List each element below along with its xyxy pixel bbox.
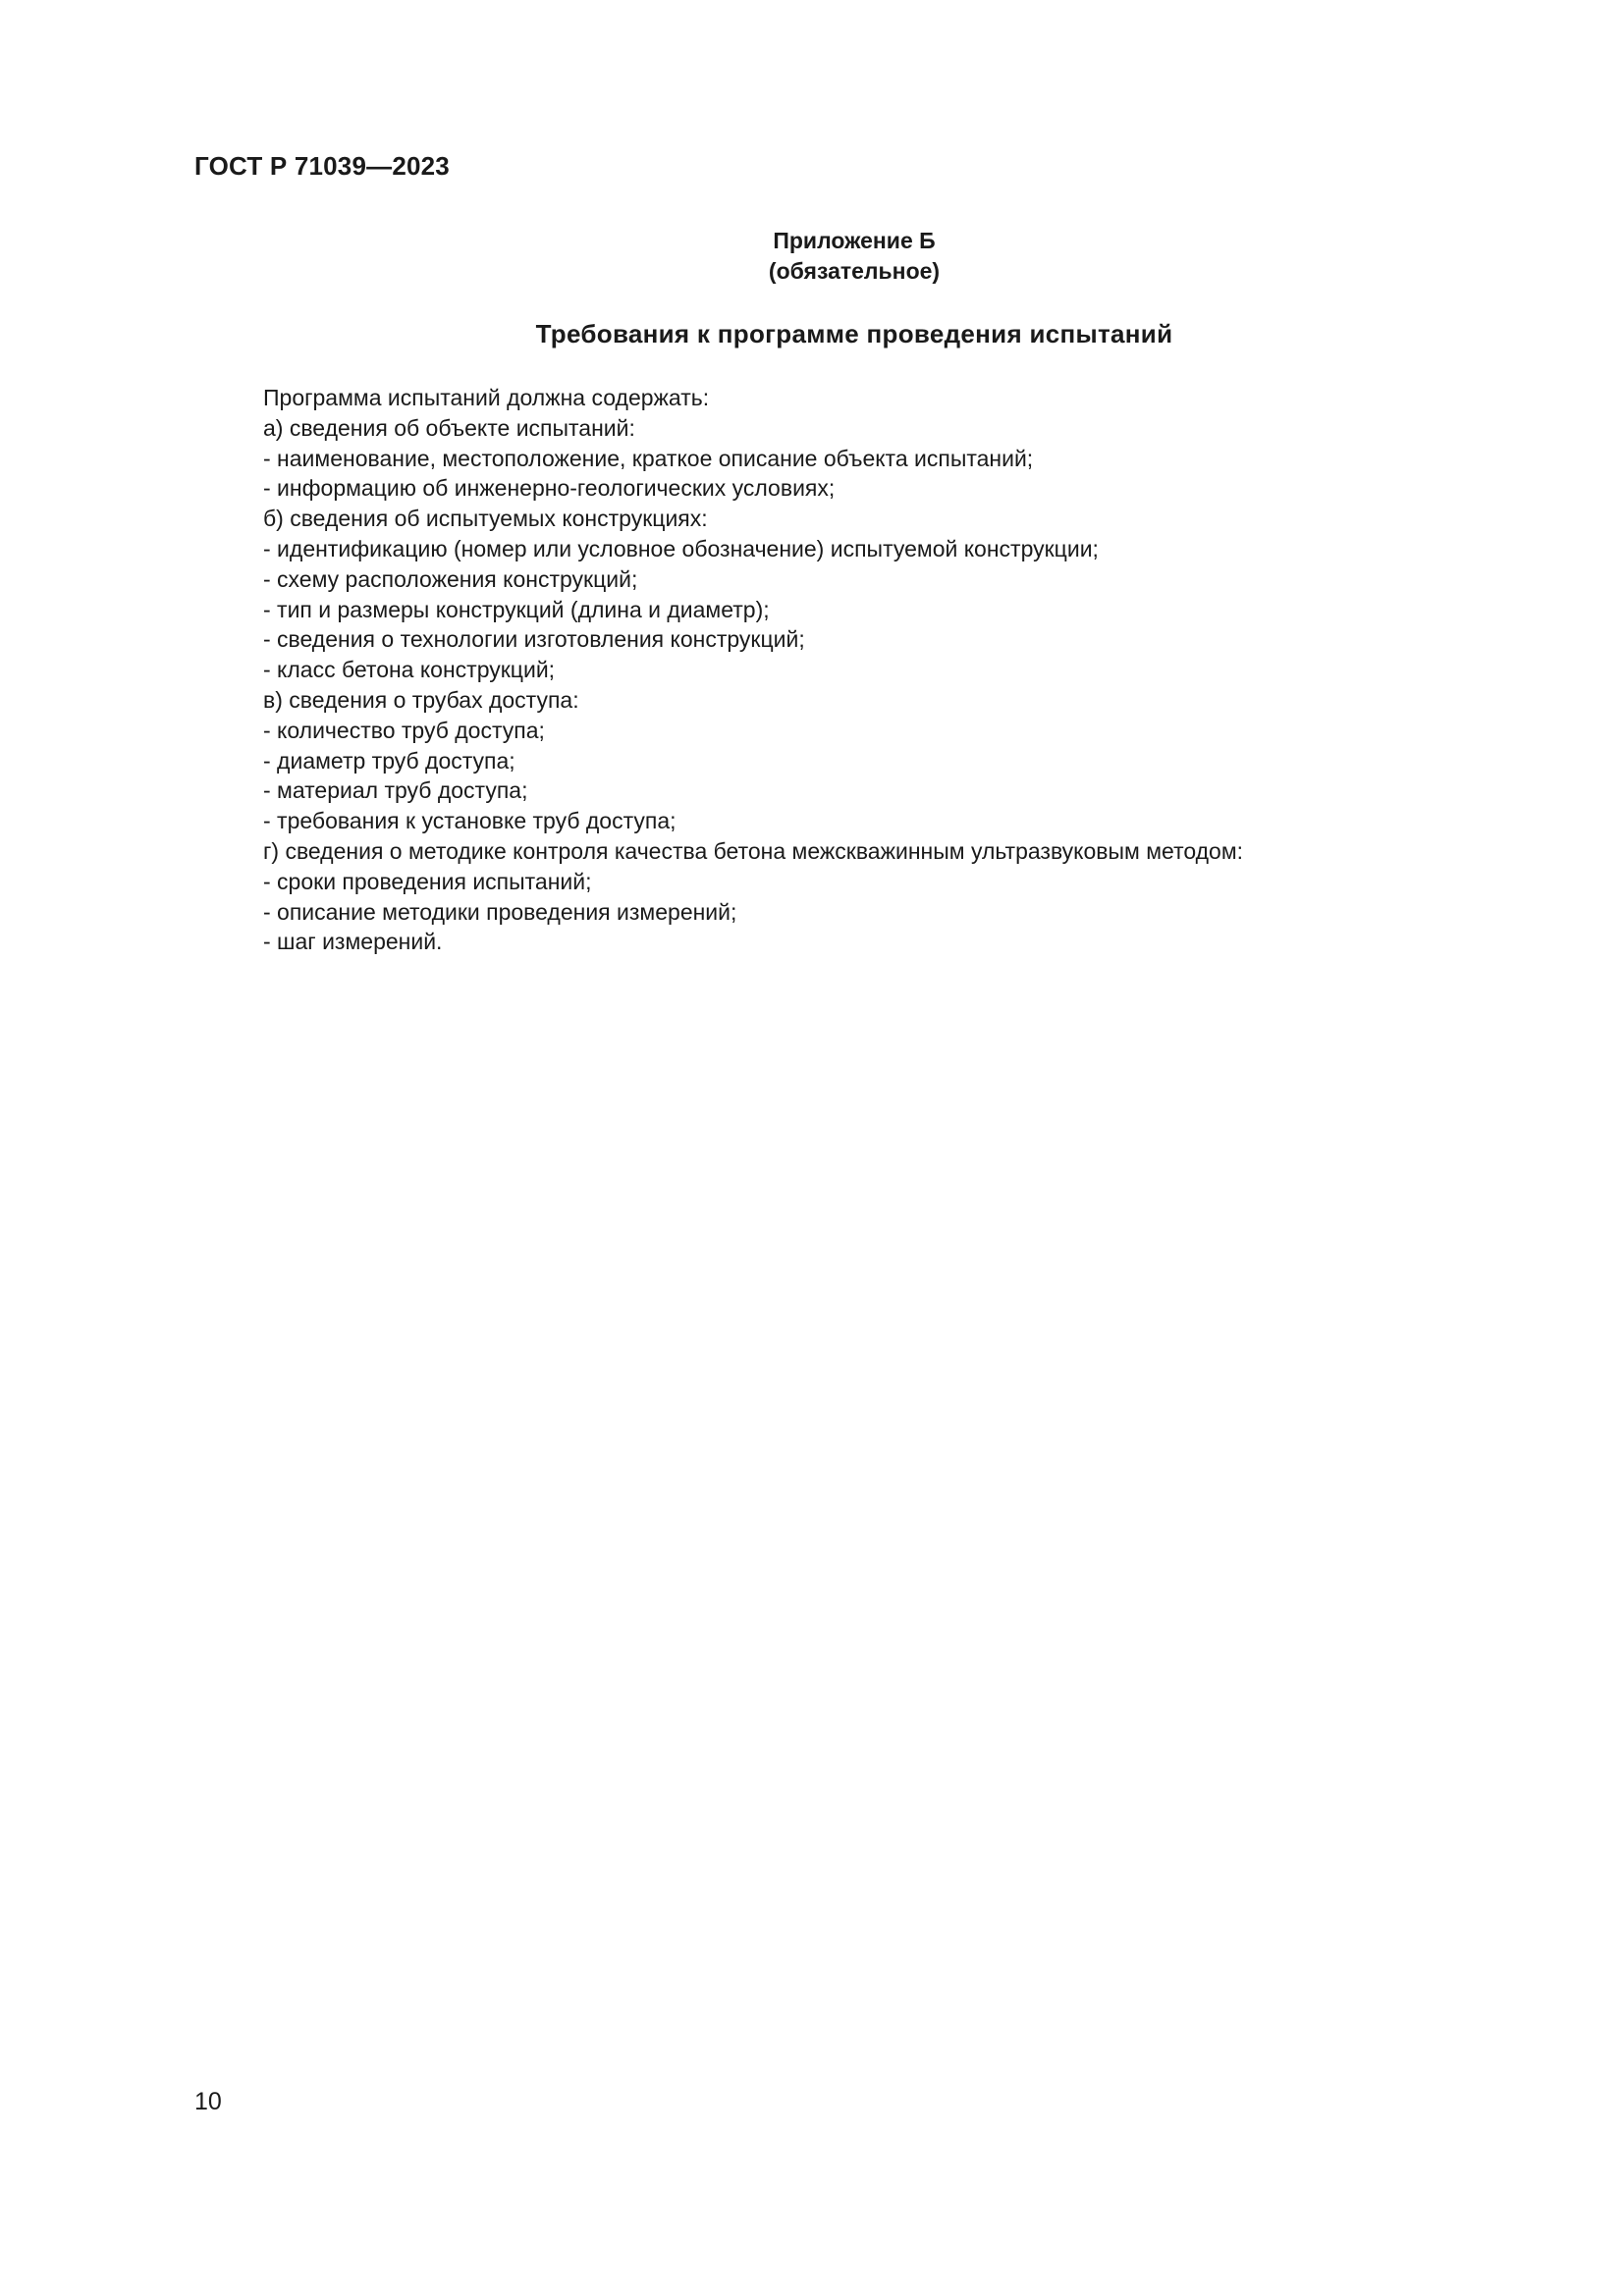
- appendix-heading: [0, 226, 1624, 287]
- body-line: - требования к установке труб доступа;: [263, 808, 677, 834]
- section-title: Требования к программе проведения испытаний: [535, 319, 1173, 348]
- body-line: - тип и размеры конструкций (длина и диаметр);: [263, 596, 770, 622]
- document-code-header: ГОСТ Р 71039—2023: [194, 151, 450, 181]
- body-line: - информацию об инженерно-геологических условиях;: [263, 475, 836, 502]
- body-line: - шаг измерений.: [263, 929, 443, 955]
- appendix-title: Приложение Б: [773, 228, 936, 253]
- body-line: в) сведения о трубах доступа:: [263, 686, 579, 713]
- body-line: - материал труб доступа;: [263, 777, 528, 804]
- body-line: - наименование, местоположение, краткое описание объекта испытаний;: [263, 445, 1034, 471]
- body-line: - сроки проведения испытаний;: [263, 868, 592, 894]
- body-line: - идентификацию (номер или условное обозначение) испытуемой конструкции;: [263, 535, 1099, 561]
- body-line: - диаметр труб доступа;: [263, 747, 515, 774]
- appendix-status: (обязательное): [768, 258, 941, 284]
- body-line: б) сведения об испытуемых конструкциях:: [263, 506, 708, 532]
- body-line: - сведения о технологии изготовления конструкций;: [263, 626, 805, 653]
- page-number: 10: [194, 2088, 222, 2115]
- body-line: г) сведения о методике контроля качества бетона межскважинным ультразвуковым методом:: [263, 837, 1244, 864]
- body-line: Программа испытаний должна содержать:: [263, 385, 710, 410]
- body-line: - класс бетона конструкций;: [263, 657, 556, 683]
- body-line: а) сведения об объекте испытаний:: [263, 414, 635, 441]
- body-line: - схему расположения конструкций;: [263, 565, 638, 592]
- body-line: - количество труб доступа;: [263, 717, 545, 743]
- body-text: [263, 383, 1490, 957]
- body-line: - описание методики проведения измерений;: [263, 898, 737, 925]
